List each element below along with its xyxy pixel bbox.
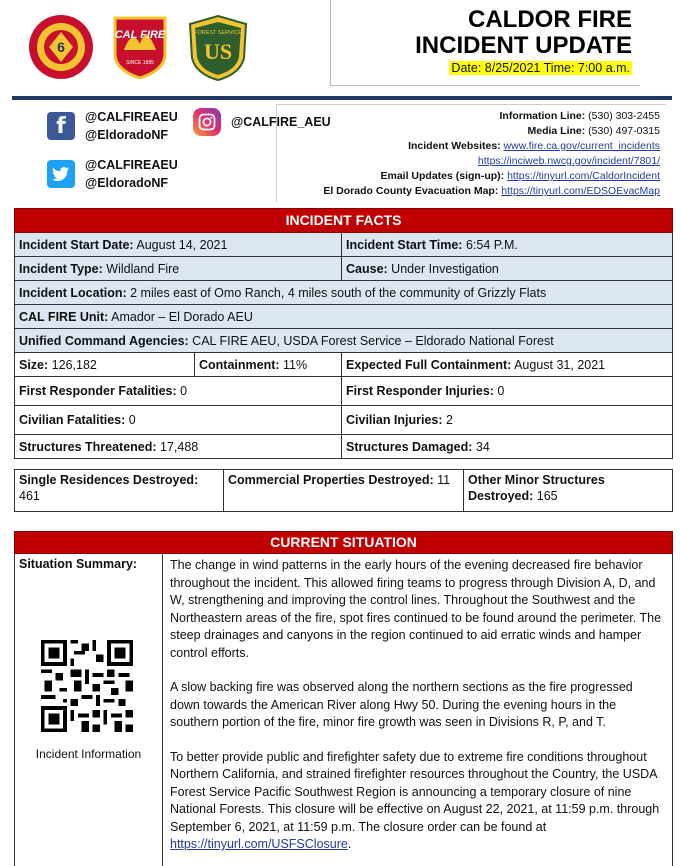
logo-group bbox=[20, 10, 260, 85]
calfire-logo bbox=[112, 14, 168, 80]
incident-facts-heading: INCIDENT FACTS bbox=[15, 209, 673, 233]
incident-team-logo bbox=[28, 14, 94, 80]
svg-text:FOREST SERVICE: FOREST SERVICE bbox=[194, 30, 242, 36]
media-line-value: (530) 497-0315 bbox=[585, 125, 660, 137]
full-containment-cell: Expected Full Containment: August 31, 2021 bbox=[342, 353, 673, 377]
damaged-cell: Structures Damaged: 34 bbox=[342, 435, 673, 459]
situation-summary-text bbox=[163, 554, 673, 866]
title-line-1: CALDOR FIRE bbox=[468, 6, 632, 33]
contact-info bbox=[276, 104, 666, 202]
calfire-incidents-link[interactable]: www.fire.ca.gov/current_incidents bbox=[503, 140, 660, 152]
situation-paragraph-3: To better provide public and firefighter safety due to extreme fire conditions throughout Northern California, and strained firefighter resources throughout the Country, the USDA Forest Service Pacific Southwest Region is announcing a temporary closure of nine National Forests. This closure will be effective on August 22, 2021, at 11:59 p.m. through September 6, 2021, at 11:59 p.m. The closure order can be found at https://tinyurl.com/USFSClosure. bbox=[170, 749, 660, 851]
incident-facts-table bbox=[14, 208, 673, 459]
svg-text:6: 6 bbox=[57, 39, 65, 55]
fr-fatalities-cell: First Responder Fatalities: 0 bbox=[15, 377, 342, 406]
start-date-cell: Incident Start Date: August 14, 2021 bbox=[15, 233, 342, 257]
svg-text:CAL FIRE: CAL FIRE bbox=[114, 29, 166, 41]
twitter-handles[interactable] bbox=[47, 156, 178, 192]
commercial-cell: Commercial Properties Destroyed: 11 bbox=[224, 470, 464, 512]
evac-map-label: El Dorado County Evacuation Map: bbox=[323, 185, 499, 197]
situation-label-cell bbox=[15, 554, 163, 866]
twitter-icon bbox=[47, 160, 75, 188]
command-agencies-cell: Unified Command Agencies: CAL FIRE AEU, USDA Forest Service – Eldorado National Forest bbox=[15, 329, 673, 353]
facebook-handle-1[interactable]: @CALFIREAEU bbox=[85, 110, 178, 124]
other-structures-cell: Other Minor Structures Destroyed: 165 bbox=[464, 470, 673, 512]
closure-order-link[interactable]: https://tinyurl.com/USFSClosure bbox=[170, 837, 348, 851]
civ-fatalities-cell: Civilian Fatalities: 0 bbox=[15, 406, 342, 435]
inciweb-link[interactable]: https://inciweb.nwcg.gov/incident/7801/ bbox=[477, 155, 660, 167]
info-line-value: (530) 303-2455 bbox=[585, 110, 660, 122]
qr-code-icon[interactable] bbox=[41, 640, 133, 732]
twitter-handle-1[interactable]: @CALFIREAEU bbox=[85, 158, 178, 172]
evac-map-link[interactable]: https://tinyurl.com/EDSOEvacMap bbox=[501, 185, 660, 197]
media-line-label: Media Line: bbox=[527, 125, 586, 137]
start-time-cell: Incident Start Time: 6:54 P.M. bbox=[342, 233, 673, 257]
usfs-logo bbox=[188, 14, 248, 82]
fr-injuries-cell: First Responder Injuries: 0 bbox=[342, 377, 673, 406]
email-signup-link[interactable]: https://tinyurl.com/CaldorIncident bbox=[507, 170, 660, 182]
facebook-icon: f bbox=[47, 112, 75, 140]
instagram-icon bbox=[193, 108, 221, 136]
header-divider bbox=[12, 96, 672, 100]
current-situation-table bbox=[14, 531, 673, 866]
websites-label: Incident Websites: bbox=[408, 140, 501, 152]
date-time: Date: 8/25/2021 Time: 7:00 a.m. bbox=[451, 61, 630, 75]
facebook-handle-2[interactable]: @EldoradoNF bbox=[85, 128, 169, 142]
title-line-2: INCIDENT UPDATE bbox=[415, 32, 632, 59]
facebook-handles[interactable] bbox=[47, 108, 178, 144]
size-cell: Size: 126,182 bbox=[15, 353, 195, 377]
situation-paragraph-2: A slow backing fire was observed along the northern sections as the fire progressed down towards the American River along Hwy 50. During the evening hours in the southern portion of the fire, minor fire growth was seen in Divisions R, P, and T. bbox=[170, 680, 633, 729]
containment-cell: Containment: 11% bbox=[195, 353, 342, 377]
situation-paragraph-1: The change in wind patterns in the early hours of the evening decreased fire behavior throughout the incident. This allowed firing teams to progress through Division A, D, and W, strengthening and improving the control lines. Throughout the Southwest and the Northeastern areas of the fire, spot fires continued to be found around the perimeter. The steep drainages and canyons in the region continued to aid erratic winds and hamper control efforts. bbox=[170, 558, 662, 660]
cause-cell: Cause: Under Investigation bbox=[342, 257, 673, 281]
svg-text:SINCE 1885: SINCE 1885 bbox=[126, 60, 154, 66]
twitter-handle-2[interactable]: @EldoradoNF bbox=[85, 176, 169, 190]
social-handles bbox=[45, 104, 331, 200]
email-updates-label: Email Updates (sign-up): bbox=[380, 170, 505, 182]
incident-type-cell: Incident Type: Wildland Fire bbox=[15, 257, 342, 281]
situation-summary-label: Situation Summary: bbox=[19, 557, 138, 571]
instagram-handle-text[interactable]: @CALFIRE_AEU bbox=[231, 115, 331, 129]
threatened-cell: Structures Threatened: 17,488 bbox=[15, 435, 342, 459]
incident-location-cell: Incident Location: 2 miles east of Omo Ranch, 4 miles south of the community of Grizzly Flats bbox=[15, 281, 673, 305]
info-line-label: Information Line: bbox=[499, 110, 586, 122]
civ-injuries-cell: Civilian Injuries: 2 bbox=[342, 406, 673, 435]
current-situation-heading: CURRENT SITUATION bbox=[15, 532, 673, 554]
destroyed-table bbox=[14, 469, 673, 512]
title-box bbox=[330, 0, 640, 86]
single-residences-cell: Single Residences Destroyed: 461 bbox=[15, 470, 224, 512]
qr-caption: Incident Information bbox=[35, 747, 142, 761]
svg-text:US: US bbox=[203, 39, 233, 64]
calfire-unit-cell: CAL FIRE Unit: Amador – El Dorado AEU bbox=[15, 305, 673, 329]
